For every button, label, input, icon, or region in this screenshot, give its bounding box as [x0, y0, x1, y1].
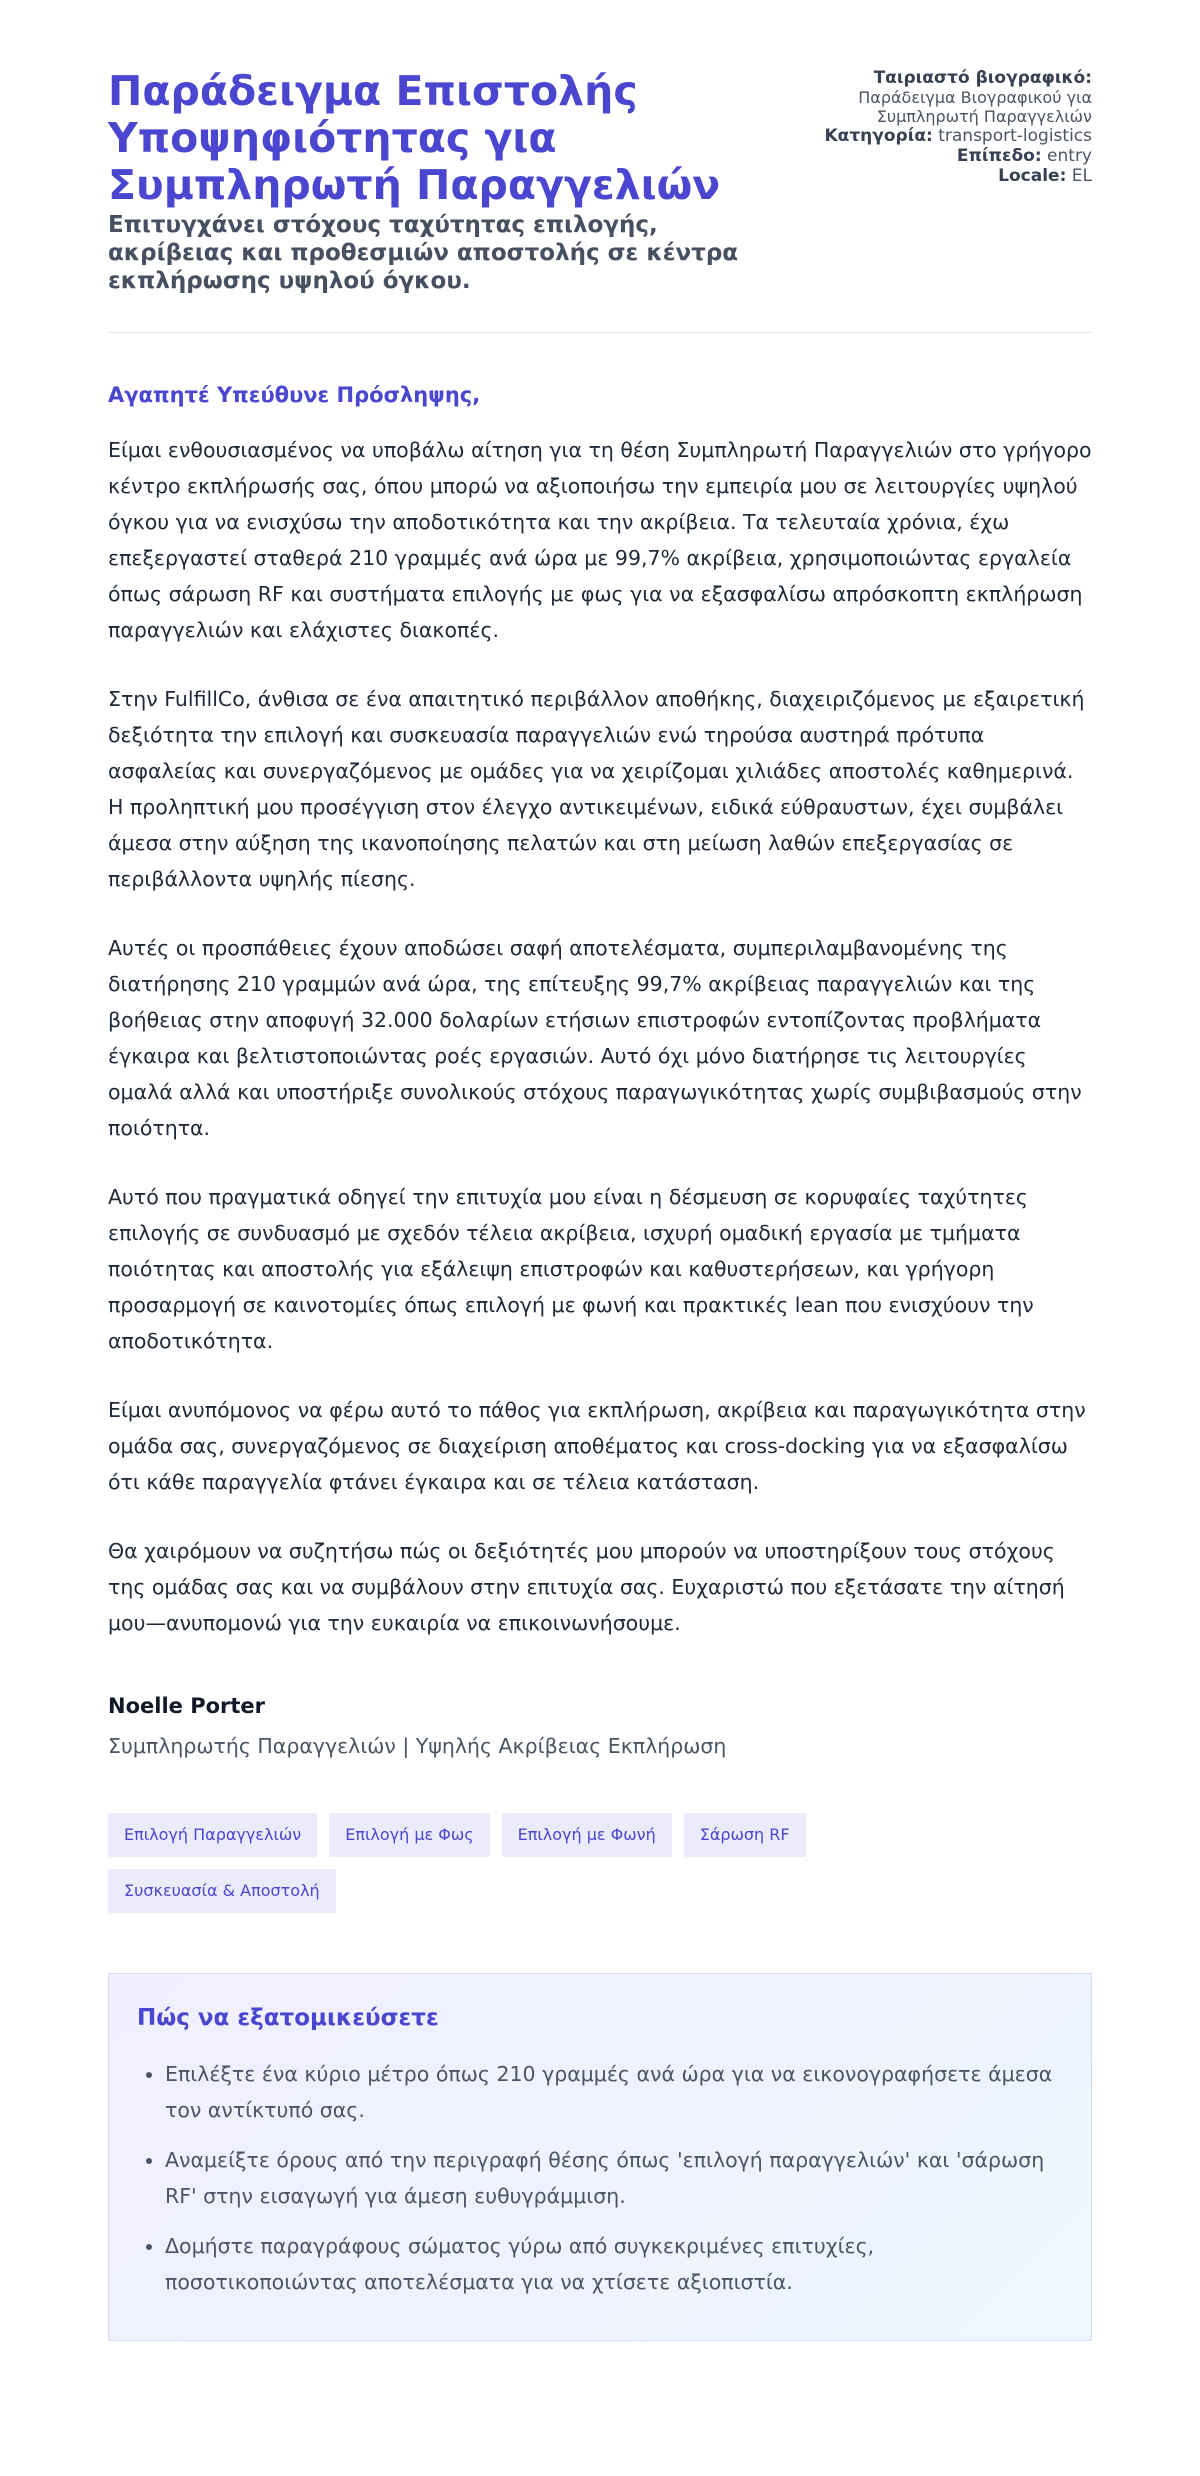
- letter-paragraph: Αυτό που πραγματικά οδηγεί την επιτυχία μου είναι η δέσμευση σε κορυφαίες ταχύτητες επιλογής σε συνδυασμό με σχεδόν τέλεια ακρίβεια, ισχυρή ομαδική εργασία με τμήματα ποιότητας και αποστολής για εξάλειψη επιστροφών και καθυστερήσεων, και γρήγορη προσαρμογή σε καινοτομίες όπως επιλογή με φωνή και πρακτικές lean που ενισχύουν την αποδοτικότητα.: [108, 1185, 1034, 1353]
- skill-tags: [108, 1813, 908, 1913]
- skill-tag: Συσκευασία & Αποστολή: [108, 1869, 336, 1913]
- meta-category-key: Κατηγορία:: [824, 126, 933, 146]
- header-title-block: [108, 68, 748, 295]
- meta-locale-value: EL: [1071, 166, 1092, 186]
- tip-item: • Δομήστε παραγράφους σώματος γύρω από συγκεκριμένες επιτυχίες, ποσοτικοποιώντας αποτελέσματα για να χτίσετε αξιοπιστία.: [165, 2228, 1063, 2300]
- meta-category: [762, 126, 1092, 146]
- letter-paragraph: Είμαι ενθουσιασμένος να υποβάλω αίτηση για τη θέση Συμπληρωτή Παραγγελιών στο γρήγορο κέντρο εκπλήρωσής σας, όπου μπορώ να αξιοποιήσω την εμπειρία μου σε λειτουργίες υψηλού όγκου για να ενισχύσω την αποδοτικότητα και την ακρίβεια. Τα τελευταία χρόνια, έχω επεξεργαστεί σταθερά 210 γραμμές ανά ώρα με 99,7% ακρίβεια, χρησιμοποιώντας εργαλεία όπως σάρωση RF και συστήματα επιλογής με φως για να εξασφαλίσω απρόσκοπτη εκπλήρωση παραγγελιών και ελάχιστες διακοπές.: [108, 438, 1092, 642]
- meta-level: [762, 146, 1092, 166]
- letter-paragraph: Στην FulfillCo, άνθισα σε ένα απαιτητικό περιβάλλον αποθήκης, διαχειριζόμενος με εξαιρετική δεξιότητα την επιλογή και συσκευασία παραγγελιών ενώ τηρούσα αυστηρά πρότυπα ασφαλείας και συνεργαζόμενος με ομάδες για να χειρίζομαι χιλιάδες αποστολές καθημερινά. Η προληπτική μου προσέγγιση στον έλεγχο αντικειμένων, ειδικά εύθραυστων, έχει συμβάλει άμεσα στην αύξηση της ικανοποίησης πελατών και στη μείωση λαθών επεξεργασίας σε περιβάλλοντα υψηλής πίεσης.: [108, 687, 1085, 891]
- tips-title: Πώς να εξατομικεύσετε: [137, 2005, 439, 2031]
- meta-resume-key: Ταιριαστό βιογραφικό:: [873, 68, 1092, 88]
- meta-locale: [762, 166, 1092, 186]
- skill-tag: Σάρωση RF: [684, 1813, 806, 1857]
- letter-paragraph: Αυτές οι προσπάθειες έχουν αποδώσει σαφή αποτελέσματα, συμπεριλαμβανομένης της διατήρησης 210 γραμμών ανά ώρα, της επίτευξης 99,7% ακρίβειας παραγγελιών και της βοήθειας στην αποφυγή 32.000 δολαρίων ετήσιων επιστροφών εντοπίζοντας προβλήματα έγκαιρα και βελτιστοποιώντας ροές εργασιών. Αυτό όχι μόνο διατήρησε τις λειτουργίες ομαλά αλλά και υποστήριξε συνολικούς στόχους παραγωγικότητας χωρίς συμβιβασμούς στην ποιότητα.: [108, 936, 1082, 1140]
- meta-level-value: entry: [1047, 146, 1092, 166]
- meta-resume: [762, 68, 1092, 126]
- tips-list: [137, 2056, 1063, 2300]
- signature-name: Noelle Porter: [108, 1694, 266, 1718]
- meta-locale-key: Locale:: [998, 166, 1067, 186]
- meta-level-key: Επίπεδο:: [956, 146, 1042, 166]
- meta-category-value: transport-logistics: [938, 126, 1092, 146]
- signature-role: Συμπληρωτής Παραγγελιών | Υψηλής Ακρίβειας Εκπλήρωση: [108, 1734, 727, 1758]
- customization-tips-box: [108, 1973, 1092, 2341]
- letter-paragraph: Θα χαιρόμουν να συζητήσω πώς οι δεξιότητές μου μπορούν να υποστηρίξουν τους στόχους της ομάδας σας και να συμβάλουν στην επιτυχία σας. Ευχαριστώ που εξετάσατε την αίτησή μου—ανυπομονώ για την ευκαιρία να επικοινωνήσουμε.: [108, 1539, 1065, 1635]
- page-subtitle: Επιτυγχάνει στόχους ταχύτητας επιλογής, ακρίβειας και προθεσμιών αποστολής σε κέντρα εκπλήρωσης υψηλού όγκου.: [108, 212, 739, 294]
- header-divider: [108, 332, 1092, 333]
- letter-salutation: Αγαπητέ Υπεύθυνε Πρόσληψης,: [108, 383, 481, 407]
- letter-paragraph: Είμαι ανυπόμονος να φέρω αυτό το πάθος για εκπλήρωση, ακρίβεια και παραγωγικότητα στην ομάδα σας, συνεργαζόμενος σε διαχείριση αποθέματος και cross-docking για να εξασφαλίσω ότι κάθε παραγγελία φτάνει έγκαιρα και σε τέλεια κατάσταση.: [108, 1398, 1086, 1494]
- page-title: Παράδειγμα Επιστολής Υποψηφιότητας για Συμπληρωτή Παραγγελιών: [108, 67, 721, 209]
- skill-tag: Επιλογή με Φωνή: [502, 1813, 672, 1857]
- meta-panel: [762, 68, 1092, 186]
- letter-body: [108, 432, 1092, 1641]
- meta-resume-value: Παράδειγμα Βιογραφικού για Συμπληρωτή Παραγγελιών: [858, 88, 1092, 126]
- page-header: [108, 68, 1092, 295]
- skill-tag: Επιλογή Παραγγελιών: [108, 1813, 317, 1857]
- skill-tag: Επιλογή με Φως: [329, 1813, 489, 1857]
- tip-item: • Αναμείξτε όρους από την περιγραφή θέσης όπως 'επιλογή παραγγελιών' και 'σάρωση RF' στην εισαγωγή για άμεση ευθυγράμμιση.: [165, 2142, 1063, 2214]
- tip-item: • Επιλέξτε ένα κύριο μέτρο όπως 210 γραμμές ανά ώρα για να εικονογραφήσετε άμεσα τον αντίκτυπό σας.: [165, 2056, 1063, 2128]
